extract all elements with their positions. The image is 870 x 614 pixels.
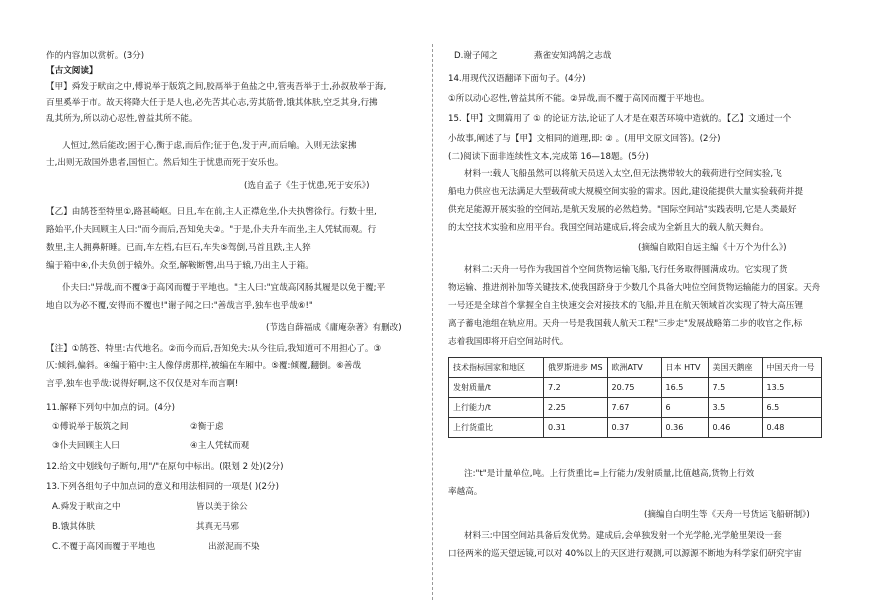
q13-option-a: A.舜发于畎亩之中: [52, 502, 121, 512]
question-11: 11.解释下列句中加点的词。(4分): [46, 403, 175, 413]
passage-yi-line: 编于箱中④,仆夫负创于辕外。众至,解鞍断辔,出马于辕,乃出主人于箱。: [46, 261, 314, 271]
annotation-line: 【注】①鹄苍、特里:古代地名。②而今而后,吾知免夫:从今往后,我知道可不用担心了。③: [46, 344, 382, 354]
passage-jia-line: 士,出则无敌国外患者,国恒亡。然后知生于忧患而死于安乐也。: [46, 158, 284, 168]
table-cell: 13.5: [762, 378, 821, 398]
table-cell: 6.5: [762, 398, 821, 418]
table-cell: 上行货重比: [449, 418, 544, 438]
material-1-line: 材料一:载人飞船虽然可以将航天员送入太空,但无法携带较大的载荷进行空间实验,飞: [464, 169, 782, 179]
table-cell: 7.67: [607, 398, 661, 418]
passage-yi-line: 地自以为必不覆,安得而不覆也!"谢子闻之曰:"善哉言乎,独车也乎哉⑥!": [46, 301, 313, 311]
table-header-cell: 中国天舟一号: [762, 358, 821, 378]
table-header-cell: 技术指标国家和地区: [449, 358, 544, 378]
question-13: 13.下列各组句子中加点词的意义和用法相同的一项是( )(2分): [46, 482, 279, 492]
passage-jia-line: 人恒过,然后能改;困于心,衡于虑,而后作;征于色,发于声,而后喻。入则无法家拂: [62, 141, 357, 151]
source-citation: (摘编自欧阳自远主编《十万个为什么》): [638, 243, 787, 253]
table-row: [449, 398, 822, 418]
q13-option-b: B.饿其体肤: [52, 522, 96, 532]
q13-option-d-pair: 燕雀安知鸿鹄之志哉: [534, 51, 612, 61]
question-tail: 作的内容加以赏析。(3分): [46, 51, 145, 61]
table-cell: 6: [661, 398, 708, 418]
material-2-line: 材料二:天舟一号作为我国首个空间货物运输飞船,飞行任务取得圆满成功。它实现了货: [464, 265, 788, 275]
source-citation: (节选自薛福成《庸庵杂著》有删改): [266, 323, 402, 333]
material-1-line: 船电力供应也无法满足大型载荷或大规模空间实验的需求。因此,建设能提供大量实验载荷并提: [448, 187, 804, 197]
table-cell: 2.25: [544, 398, 608, 418]
passage-jia-line: 乱其所为,所以动心忍性,曾益其所不能。: [46, 114, 198, 124]
table-cell: 0.48: [762, 418, 821, 438]
table-cell: 7.5: [708, 378, 762, 398]
q14-sentences: ①所以动心忍性,曾益其所不能。②异哉,而不覆于高冈而覆于平地也。: [448, 94, 710, 104]
table-cell: 0.37: [607, 418, 661, 438]
table-header-cell: 欧洲ATV: [607, 358, 661, 378]
material-2-line: 离子蓄电池组在轨应用。天舟一号是我国载人航天工程"三步走"发展战略第二步的收官之作,标: [448, 319, 803, 329]
q13-option-a-pair: 皆以美于徐公: [196, 502, 248, 512]
table-header-cell: 日本 HTV: [661, 358, 708, 378]
table-cell: 16.5: [661, 378, 708, 398]
material-2-line: 志着我国即将开启空间站时代。: [448, 337, 569, 347]
material-3-line: 口径两米的巡天望远镜,可以对 40%以上的天区进行观测,可以源源不断地为科学家们研究宇宙: [448, 549, 802, 559]
q13-option-c-pair: 出淤泥而不染: [208, 542, 260, 552]
question-15: 15.【甲】文開篇用了 ① 的论证方法,论证了人才是在艰苦环境中造就的。【乙】文通过一个: [448, 114, 792, 124]
section-heading-classical: 【古文阅读】: [46, 66, 98, 76]
table-row: [449, 418, 822, 438]
table-cell: 3.5: [708, 398, 762, 418]
table-cell: 上行能力/t: [449, 398, 544, 418]
q13-option-b-pair: 其真无马邪: [196, 522, 239, 532]
passage-yi-line: 路始平,仆夫回顾主人曰:"而今而后,吾知免夫②。"于是,仆夫升车而坐,主人凭轼而观。行: [46, 225, 377, 235]
passage-yi-line: 数里,主人拥鼻鼾睡。已而,车左档,右巨石,车失⑤驾倒,马首且跌,主人猝: [46, 243, 311, 253]
table-cell: 发射质量/t: [449, 378, 544, 398]
table-cell: 0.36: [661, 418, 708, 438]
passage-jia-line: 【甲】舜发于畎亩之中,傅说举于版筑之间,胶鬲举于鱼盐之中,管夷吾举于士,孙叔敖举于海,: [46, 82, 387, 92]
question-14: 14.用现代汉语翻译下面句子。(4分): [448, 74, 586, 84]
material-1-line: 供充足能源开展实验的空间站,是航天发展的必然趋势。"国际空间站"实践表明,它是人类最好: [448, 205, 797, 215]
material-3-line: 材料三:中国空间站具备后发优势。建成后,会单独发射一个光学舱,光学舱里架设一套: [464, 531, 782, 541]
q13-option-d: D.谢子闻之: [454, 51, 498, 61]
spacecraft-comparison-table: [448, 357, 822, 438]
q11-item: ④主人凭轼而观: [190, 441, 250, 451]
material-2-line: 一号还是全球首个掌握全自主快速交会对接技术的飞船,并且在航天领域首次实现了特大高压锂: [448, 301, 804, 311]
table-header-cell: 美国天鹅座: [708, 358, 762, 378]
source-citation: (摘编自白明生等《天舟一号货运飞船研制》): [644, 510, 810, 520]
q13-option-c: C.不覆于高冈而覆于平地也: [52, 542, 156, 552]
table-cell: 0.46: [708, 418, 762, 438]
table-cell: 0.31: [544, 418, 608, 438]
q11-item: ②衡于虑: [190, 422, 224, 432]
q11-item: ①傅说举于版筑之间: [52, 422, 129, 432]
source-citation: (选自孟子《生于忧患,死于安乐》): [244, 181, 370, 191]
passage-jia-line: 百里奚举于市。故天将降大任于是人也,必先苦其心志,劳其筋骨,饿其体肤,空乏其身,行拂: [46, 98, 378, 108]
table-header-cell: 俄罗斯进步 MS: [544, 358, 608, 378]
material-1-line: 的太空技术实验和应用平台。我国空间站建成后,将会成为全新且大的载人航天舞台。: [448, 223, 769, 233]
question-15-cont: 小故事,阐述了与【甲】文相同的道理,即: ② 。(用甲文原文回答)。(2分): [448, 134, 721, 144]
question-12: 12.给文中划线句子断句,用"/"在原句中标出。(限划 2 处)(2分): [46, 462, 284, 472]
q11-item: ③仆夫回顾主人曰: [52, 441, 120, 451]
table-cell: 7.2: [544, 378, 608, 398]
table-cell: 20.75: [607, 378, 661, 398]
table-note: 注:"t"是计量单位,吨。上行货重比=上行能力/发射质量,比值越高,货物上行效: [464, 469, 755, 479]
passage-yi-line: 仆夫曰:"异哉,而不覆③于高冈而覆于平地也。"主人曰:"宜哉高冈肠其履是以免于覆;平: [62, 283, 386, 293]
table-row: [449, 378, 822, 398]
annotation-line: 言乎,独车也乎哉:说得好啊,这不仅仅是对车而言啊!: [46, 379, 239, 389]
passage-yi-line: 【乙】由鹄苍至特里①,路甚崎岖。日且,车在前,主人正襟危坐,仆夫执辔徐行。行数十里,: [46, 207, 377, 217]
table-header-row: [449, 358, 822, 378]
table-note-cont: 率越高。: [448, 487, 483, 497]
material-2-line: 物运输、推进剂补加等关键技术,使我国跻身于少数几个具备大吨位空间货物运输能力的国家。天舟: [448, 283, 821, 293]
annotation-line: 仄:倾斜,偏斜。④编于箱中:主人像俘虏那样,被编在车厢中。⑤覆:倾覆,翻倒。⑥善哉: [46, 361, 361, 371]
section-heading-nonlinear: (二)阅读下面非连续性文本,完成第 16—18题。(5分): [448, 152, 649, 162]
column-divider: [432, 44, 433, 600]
